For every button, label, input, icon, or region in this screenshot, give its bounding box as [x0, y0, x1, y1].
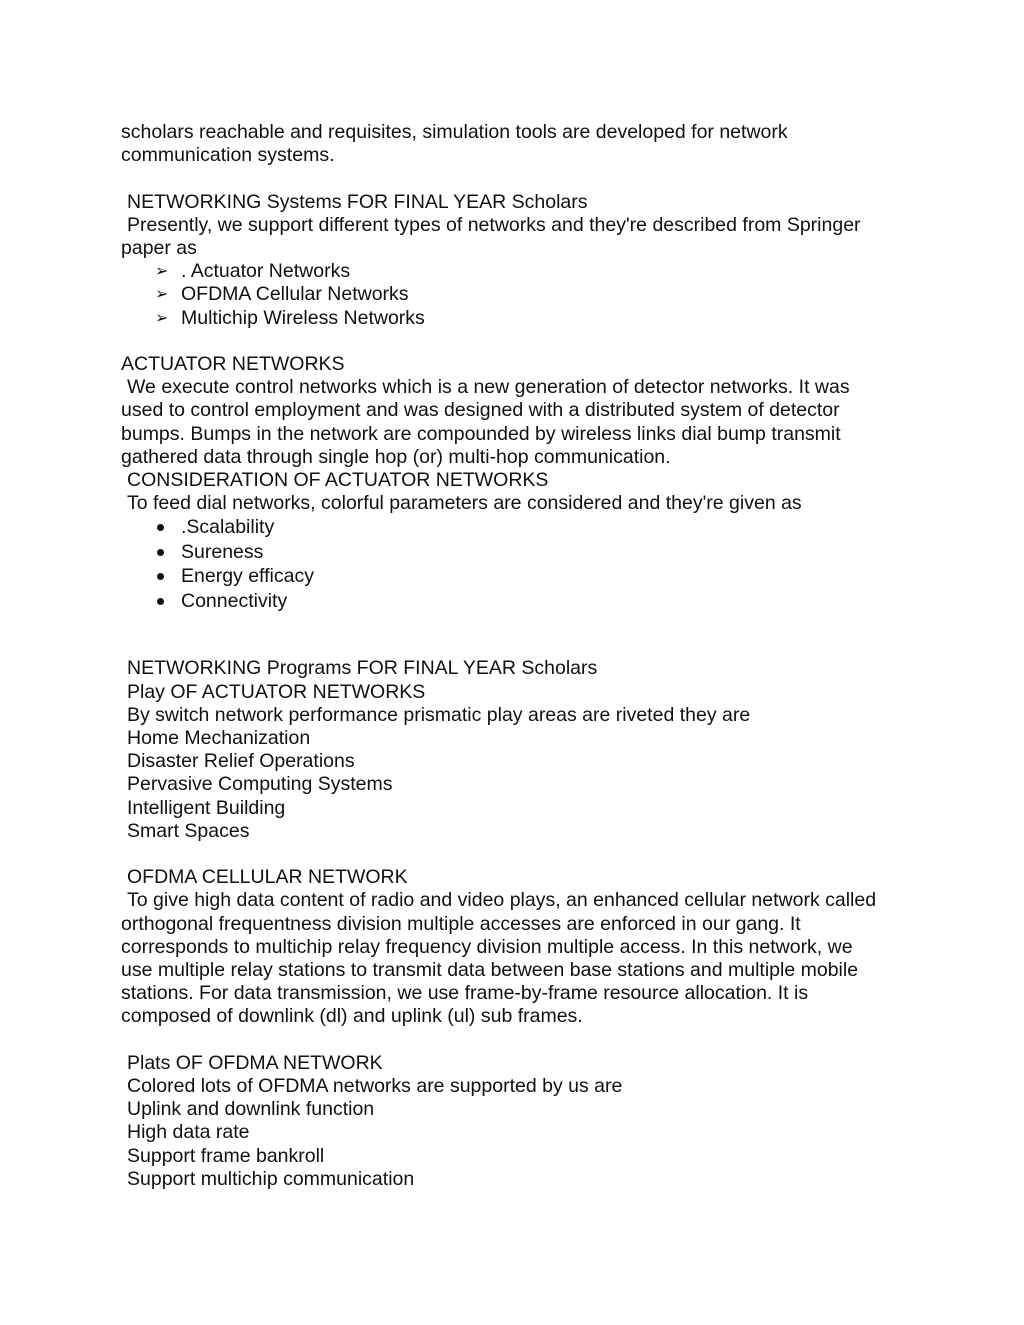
programs-item: Smart Spaces: [127, 819, 250, 842]
list-item: [121, 515, 911, 540]
ofdma-text-line-1: To give high data content of radio and video plays, an enhanced cellular network called: [127, 889, 877, 912]
networking-systems-heading: NETWORKING Systems FOR FINAL YEAR Scholars: [127, 190, 588, 213]
programs-item: Intelligent Building: [127, 796, 286, 819]
bullet-dot-icon: [157, 524, 164, 531]
programs-item: Home Mechanization: [127, 727, 311, 750]
intro-line-2: communication systems.: [121, 144, 335, 167]
ofdma-heading: OFDMA CELLULAR NETWORK: [127, 866, 408, 889]
list-item-label: .Scalability: [181, 516, 275, 539]
consideration-list: [121, 515, 911, 613]
bullet-dot-icon: [157, 573, 164, 580]
arrow-bullet-icon: ➢: [155, 286, 169, 304]
actuator-heading: ACTUATOR NETWORKS: [121, 353, 345, 375]
programs-item: Pervasive Computing Systems: [127, 773, 393, 796]
plats-item: Uplink and downlink function: [127, 1098, 375, 1121]
arrow-bullet-icon: ➢: [155, 309, 169, 327]
bullet-dot-icon: [157, 549, 164, 556]
list-item: [121, 540, 911, 565]
bullet-dot-icon: [157, 598, 164, 605]
arrow-bullet-icon: ➢: [155, 263, 169, 281]
ofdma-text-line-5: stations. For data transmission, we use frame-by-frame resource allocation. It is: [121, 982, 809, 1005]
list-item-label: Sureness: [181, 540, 264, 563]
list-item-label: Energy efficacy: [181, 565, 314, 588]
actuator-text-line-4: gathered data through single hop (or) multi-hop communication.: [121, 445, 671, 468]
programs-text: By switch network performance prismatic play areas are riveted they are: [127, 703, 751, 726]
document-body: [121, 121, 911, 1191]
list-item-label: Connectivity: [181, 589, 288, 612]
consideration-text: To feed dial networks, colorful parameters are considered and they're given as: [127, 492, 802, 515]
plats-text: Colored lots of OFDMA networks are supported by us are: [127, 1075, 623, 1098]
ofdma-text-line-6: composed of downlink (dl) and uplink (ul) sub frames.: [121, 1005, 583, 1028]
actuator-text-line-2: used to control employment and was designed with a distributed system of detector: [121, 399, 840, 422]
list-item-label: OFDMA Cellular Networks: [181, 283, 409, 306]
networks-list: [121, 260, 911, 330]
plats-item: Support frame bankroll: [127, 1144, 325, 1167]
list-item: [121, 260, 911, 283]
actuator-text-line-3: bumps. Bumps in the network are compounded by wireless links dial bump transmit: [121, 422, 841, 445]
networking-systems-text-line-1: Presently, we support different types of networks and they're described from Springer: [127, 213, 861, 236]
programs-subheading: Play OF ACTUATOR NETWORKS: [127, 680, 426, 703]
spacer: [121, 1029, 911, 1052]
plats-item: High data rate: [127, 1121, 250, 1144]
list-item-label: . Actuator Networks: [181, 260, 351, 283]
consideration-heading: CONSIDERATION OF ACTUATOR NETWORKS: [127, 469, 549, 492]
actuator-text-line-1: We execute control networks which is a new generation of detector networks. It was: [127, 376, 850, 399]
spacer: [121, 330, 911, 353]
list-item: [121, 589, 911, 614]
list-item: [121, 307, 911, 330]
spacer: [121, 613, 911, 657]
list-item: [121, 283, 911, 306]
list-item-label: Multichip Wireless Networks: [181, 306, 425, 329]
ofdma-text-line-2: orthogonal frequentness division multiple accesses are enforced in our gang. It: [121, 912, 801, 935]
programs-item: Disaster Relief Operations: [127, 750, 355, 773]
intro-line-1: scholars reachable and requisites, simulation tools are developed for network: [121, 121, 788, 143]
ofdma-text-line-3: corresponds to multichip relay frequency division multiple access. In this network, we: [121, 935, 853, 958]
plats-item: Support multichip communication: [127, 1167, 415, 1190]
programs-heading: NETWORKING Programs FOR FINAL YEAR Scholars: [127, 657, 598, 680]
spacer: [121, 167, 911, 190]
list-item: [121, 564, 911, 589]
spacer: [121, 843, 911, 866]
networking-systems-text-line-2: paper as: [121, 237, 197, 259]
plats-heading: Plats OF OFDMA NETWORK: [127, 1051, 383, 1074]
ofdma-text-line-4: use multiple relay stations to transmit data between base stations and multiple mobile: [121, 959, 859, 982]
